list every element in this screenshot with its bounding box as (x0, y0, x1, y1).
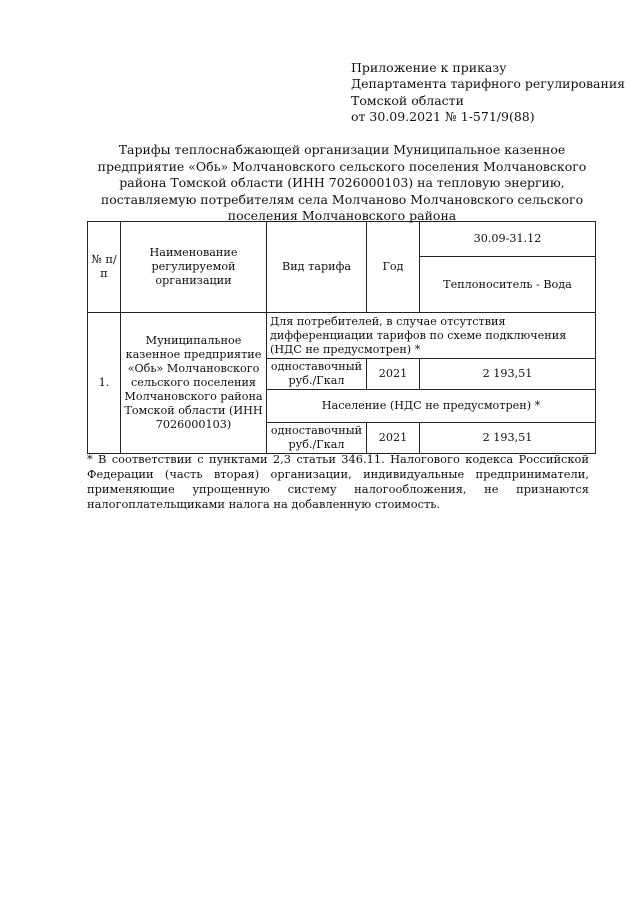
year-cell: 2021 (367, 359, 420, 390)
document-title: Тарифы теплоснабжающей организации Муниципальное казенное предприятие «Обь» Молчановского сельского поселения Молчановского района Томской области (ИНН 7026000103) на тепловую энергию, поставляемую потребителям села Молчаново Молчановского сельского поселения Молчановского района (97, 142, 587, 224)
header-number: № п/п (88, 222, 121, 313)
year-cell: 2021 (367, 423, 420, 454)
header-year: Год (367, 222, 420, 313)
table-header-row (88, 222, 596, 257)
group-label-consumers: Для потребителей, в случае отсутствия дифференциации тарифов по схеме подключения (НДС не предусмотрен) * (267, 313, 596, 359)
appendix-order-date: от 30.09.2021 № 1-571/9(88) (351, 109, 535, 125)
tariff-table (87, 221, 596, 454)
appendix-line-1: Приложение к приказу (351, 60, 507, 75)
tariff-type-cell: одноставочный руб./Гкал (267, 423, 367, 454)
tariff-value-cell: 2 193,51 (420, 423, 596, 454)
header-tariff-type: Вид тарифа (267, 222, 367, 313)
appendix-line-3: Томской области (351, 92, 464, 108)
appendix-block (351, 60, 625, 126)
appendix-line-2: Департамента тарифного регулирования (351, 76, 626, 92)
header-organization: Наименование регулируемой организации (121, 222, 267, 313)
header-heat-carrier: Теплоноситель - Вода (420, 257, 596, 313)
footnote: * В соответствии с пунктами 2,3 статьи 346.11. Налогового кодекса Российской Федерации (часть вторая) организации, индивидуальные предприниматели, применяющие упрощенную систему налогообложения, не признаются налогоплательщиками налога на добавленную стоимость. (87, 452, 589, 511)
tariff-value-cell: 2 193,51 (420, 359, 596, 390)
tariff-type-cell: одноставочный руб./Гкал (267, 359, 367, 390)
table-row (88, 313, 596, 359)
group-label-population: Население (НДС не предусмотрен) * (267, 390, 596, 423)
row-number: 1. (88, 313, 121, 454)
header-period: 30.09-31.12 (420, 222, 596, 257)
row-organization: Муниципальное казенное предприятие «Обь» Молчановского сельского поселения Молчановского района Томской области (ИНН 7026000103) (121, 313, 267, 454)
